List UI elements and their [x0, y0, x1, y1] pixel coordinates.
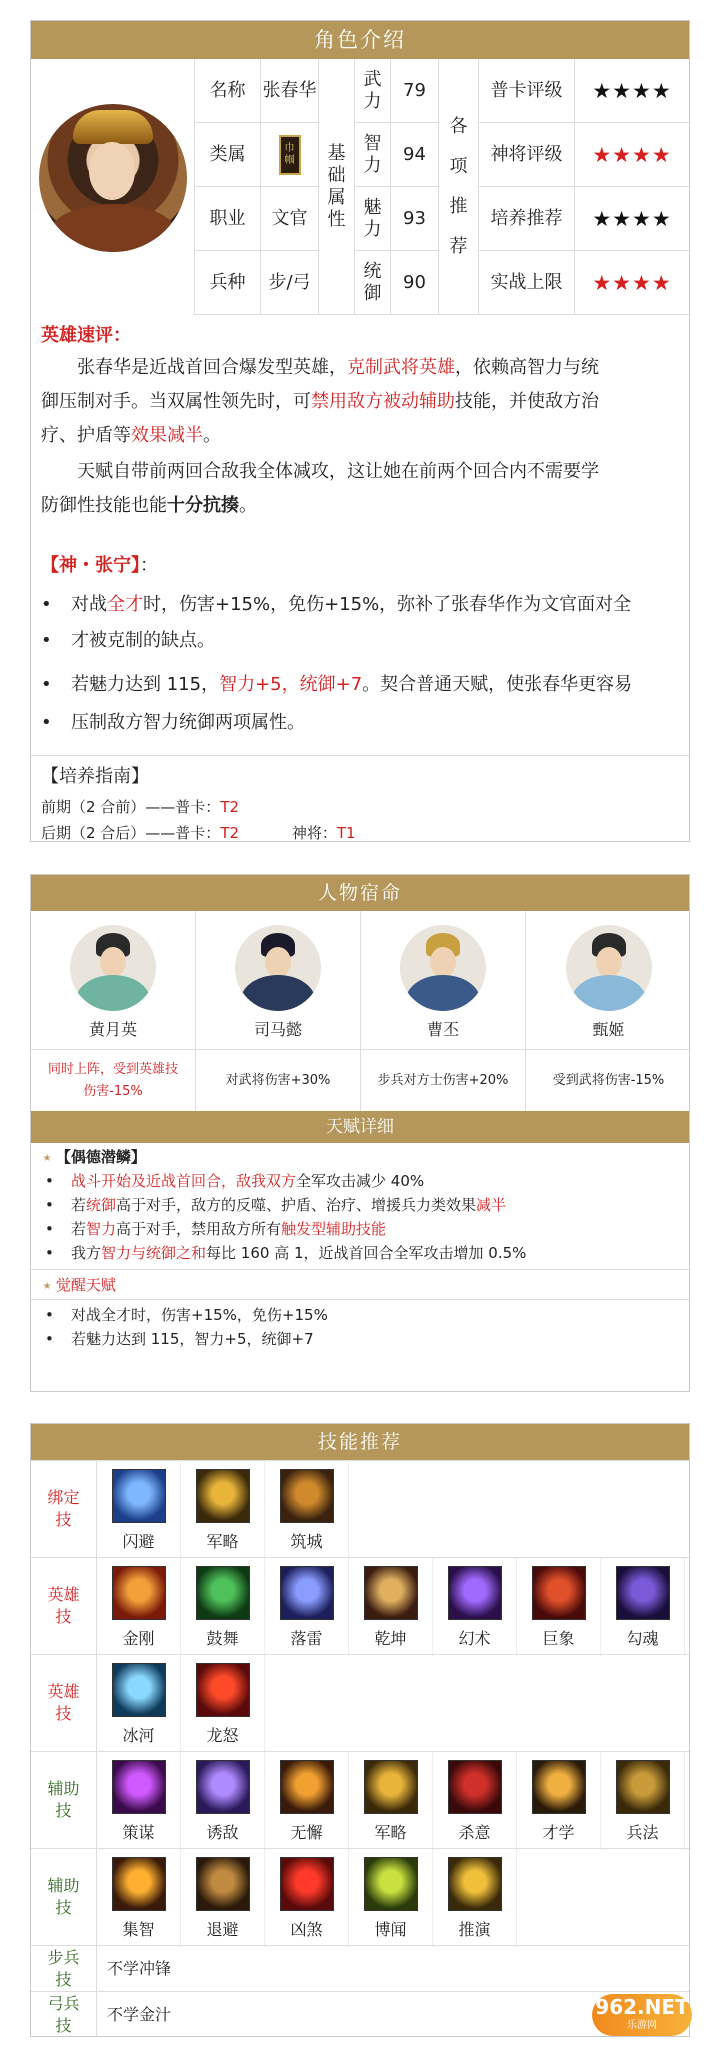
fate-hero: [31, 911, 196, 1049]
fate-header: 人物宿命: [31, 875, 689, 911]
skill-name: 集智: [122, 1920, 155, 1939]
skill-icon: [448, 1566, 502, 1620]
skill-name: 乾坤: [374, 1629, 407, 1648]
rating-stars: ★★★★: [574, 123, 689, 187]
awake-line-2: • 若魅力达到 115，智力+5，统御+7: [71, 1327, 314, 1351]
hero-name: 司马懿: [253, 1020, 302, 1039]
skill-name: 金刚: [122, 1629, 155, 1648]
skill-item[interactable]: [97, 1461, 181, 1559]
skill-icon: [196, 1469, 250, 1523]
fate-effect: 受到武将伤害-15%: [526, 1049, 691, 1111]
review-paragraph-2-line-2: 防御性技能也能十分抗揍。: [41, 495, 257, 516]
rating-stars: ★★★★: [574, 251, 689, 315]
skill-icon: [112, 1663, 166, 1717]
skill-item[interactable]: [349, 1849, 433, 1947]
skill-item[interactable]: [97, 1752, 181, 1850]
skill-icon: [196, 1760, 250, 1814]
skill-name: 幻术: [458, 1629, 491, 1648]
archer-row: [31, 1991, 689, 2037]
awake-line-1: • 对战全才时，伤害+15%，免伤+15%: [71, 1303, 328, 1327]
skill-item[interactable]: [265, 1558, 349, 1656]
skill-name: 军略: [374, 1823, 407, 1842]
skill-name: 筑城: [290, 1532, 323, 1551]
skill-item[interactable]: [265, 1752, 349, 1850]
god-bullet-2-cont: • 压制敌方智力统御两项属性。: [71, 705, 679, 741]
guide-divider: [31, 755, 689, 756]
skill-icon: [364, 1566, 418, 1620]
skill-name: 巨象: [542, 1629, 575, 1648]
faction-emblem: 巾帼: [279, 135, 301, 175]
hero-name: 甄姬: [592, 1020, 625, 1039]
skill-name: 无懈: [290, 1823, 323, 1842]
skill-item[interactable]: [433, 1558, 517, 1656]
infantry-value: 不学冲锋: [107, 1959, 172, 1978]
skills-panel: [30, 1423, 690, 2037]
infantry-category: 步兵技: [31, 1946, 97, 1991]
skill-name: 博闻: [374, 1920, 407, 1939]
skill-item[interactable]: [517, 1558, 601, 1656]
skill-icon: [196, 1663, 250, 1717]
attr-value: 94: [390, 123, 438, 187]
infantry-row: [31, 1945, 689, 1991]
talent-divider: [31, 1269, 689, 1270]
review-paragraph-2: 天赋自带前两回合敌我全体减攻，这让她在前两个回合内不需要学: [77, 461, 599, 482]
skill-item[interactable]: [265, 1849, 349, 1947]
rating-stars: ★★★★: [574, 187, 689, 251]
skill-item[interactable]: [181, 1461, 265, 1559]
skill-item[interactable]: [181, 1558, 265, 1656]
skill-row: [31, 1557, 689, 1654]
skill-name: 推演: [458, 1920, 491, 1939]
skill-icon: [280, 1566, 334, 1620]
skill-name: 兵法: [626, 1823, 659, 1842]
value-name: 张春华: [260, 59, 318, 123]
review-paragraph-1: 张春华是近战首回合爆发型英雄，克制武将英雄，依赖高智力与统: [77, 357, 599, 378]
skill-icon: [448, 1857, 502, 1911]
rec-group-label: 各项推荐: [438, 59, 478, 315]
star-icon: ⭑: [43, 1276, 52, 1294]
attr-name: 统御: [354, 251, 390, 315]
awake-title: ⭑ 觉醒天赋: [43, 1276, 116, 1294]
skill-category: 辅助技: [31, 1849, 97, 1945]
site-logo: 962.NET 乐游网: [592, 1994, 692, 2036]
skill-category: 辅助技: [31, 1752, 97, 1848]
label-troop: 兵种: [194, 251, 260, 315]
skill-item[interactable]: [265, 1461, 349, 1559]
skill-icon: [448, 1760, 502, 1814]
skill-item[interactable]: [601, 1558, 685, 1656]
skill-name: 落雷: [290, 1629, 323, 1648]
rating-label: 培养推荐: [478, 187, 574, 251]
talent-line-1: • 战斗开始及近战首回合，敌我双方全军攻击减少 40%: [71, 1169, 424, 1193]
value-troop: 步/弓: [260, 251, 318, 315]
hero-name: 黄月英: [88, 1020, 137, 1039]
attr-value: 90: [390, 251, 438, 315]
review-paragraph-1-line-3: 疗、护盾等效果减半。: [41, 425, 221, 446]
skill-icon: [532, 1566, 586, 1620]
label-faction: 类属: [194, 123, 260, 187]
skill-row: [31, 1751, 689, 1848]
fate-effect: 对武将伤害+30%: [196, 1049, 361, 1111]
skill-item[interactable]: [97, 1849, 181, 1947]
skill-category: 英雄技: [31, 1655, 97, 1751]
talent-line-4: • 我方智力与统御之和每比 160 高 1，近战首回合全军攻击增加 0.5%: [71, 1241, 526, 1265]
skill-item[interactable]: [349, 1558, 433, 1656]
hero-avatar: [70, 925, 156, 1011]
fate-panel: [30, 874, 690, 1392]
hero-intro-panel: [30, 20, 690, 842]
god-bullet-1: • 对战全才时，伤害+15%，免伤+15%，弥补了张春华作为文官面对全: [71, 587, 679, 623]
rating-label: 神将评级: [478, 123, 574, 187]
star-icon: ⭑: [43, 1148, 52, 1166]
fate-hero: [361, 911, 526, 1049]
fate-hero: [526, 911, 691, 1049]
value-class: 文官: [260, 187, 318, 251]
hero-info-grid: [31, 59, 689, 315]
skill-icon: [196, 1857, 250, 1911]
skill-icon: [280, 1760, 334, 1814]
skill-icon: [616, 1566, 670, 1620]
talent-header: 天赋详细: [31, 1111, 689, 1143]
attr-name: 魅力: [354, 187, 390, 251]
label-class: 职业: [194, 187, 260, 251]
skill-category: 英雄技: [31, 1558, 97, 1654]
talent-line-3: • 若智力高于对手，禁用敌方所有触发型辅助技能: [71, 1217, 386, 1241]
hero-avatar: [235, 925, 321, 1011]
skill-name: 策谋: [122, 1823, 155, 1842]
hero-portrait: [39, 104, 187, 252]
skill-icon: [112, 1469, 166, 1523]
skill-row: [31, 1460, 689, 1557]
skill-name: 才学: [542, 1823, 575, 1842]
value-faction: [260, 123, 318, 187]
skill-name: 军略: [206, 1532, 239, 1551]
skill-icon: [364, 1857, 418, 1911]
skill-icon: [280, 1469, 334, 1523]
hero-avatar: [400, 925, 486, 1011]
skill-icon: [196, 1566, 250, 1620]
skill-icon: [112, 1760, 166, 1814]
skill-row: [31, 1848, 689, 1945]
skill-icon: [112, 1857, 166, 1911]
skill-item[interactable]: [181, 1849, 265, 1947]
skill-item[interactable]: [433, 1752, 517, 1850]
skill-name: 勾魂: [626, 1629, 659, 1648]
attr-name: 武力: [354, 59, 390, 123]
skill-item[interactable]: [349, 1752, 433, 1850]
skills-header: 技能推荐: [31, 1424, 689, 1460]
attr-value: 79: [390, 59, 438, 123]
god-bullet-1-cont: • 才被克制的缺点。: [71, 623, 679, 659]
archer-value: 不学金汁: [107, 2005, 172, 2024]
fate-effect: 步兵对方士伤害+20%: [361, 1049, 526, 1111]
skill-category: 绑定技: [31, 1461, 97, 1557]
hero-name: 曹丕: [426, 1020, 459, 1039]
archer-category: 弓兵技: [31, 1992, 97, 2037]
god-bullet-2: • 若魅力达到 115，智力+5，统御+7。契合普通天赋，使张春华更容易: [71, 667, 679, 703]
rating-label: 普卡评级: [478, 59, 574, 123]
skill-icon: [532, 1760, 586, 1814]
skill-name: 鼓舞: [206, 1629, 239, 1648]
skill-name: 冰河: [122, 1726, 155, 1745]
skill-icon: [112, 1566, 166, 1620]
skill-item[interactable]: [433, 1849, 517, 1947]
skill-item[interactable]: [97, 1655, 181, 1753]
review-title: 英雄速评：: [41, 325, 131, 346]
skill-name: 退避: [206, 1920, 239, 1939]
hero-avatar: [566, 925, 652, 1011]
awake-divider: [31, 1299, 689, 1300]
fate-hero: [196, 911, 361, 1049]
skill-item[interactable]: [601, 1752, 685, 1850]
god-general-title: 【神・张宁】：: [41, 555, 158, 576]
talent-line-2: • 若统御高于对手，敌方的反噬、护盾、治疗、增援兵力类效果减半: [71, 1193, 506, 1217]
skill-icon: [364, 1760, 418, 1814]
skill-icon: [616, 1760, 670, 1814]
guide-title: 【培养指南】: [41, 766, 149, 787]
talent-title: ⭑ 【偶德潜鳞】: [43, 1148, 146, 1166]
skill-item[interactable]: [97, 1558, 181, 1656]
skill-icon: [280, 1857, 334, 1911]
skill-item[interactable]: [517, 1752, 601, 1850]
skill-name: 闪避: [122, 1532, 155, 1551]
guide-late: 后期（2 合后）——普卡：T2 神将：T1: [41, 824, 356, 842]
skill-item[interactable]: [181, 1655, 265, 1753]
skill-name: 杀意: [458, 1823, 491, 1842]
skill-name: 龙怒: [206, 1726, 239, 1745]
rating-stars: ★★★★: [574, 59, 689, 123]
rating-label: 实战上限: [478, 251, 574, 315]
review-paragraph-1-line-2: 御压制对手。当双属性领先时，可禁用敌方被动辅助技能，并使敌方治: [41, 391, 599, 412]
skill-item[interactable]: [181, 1752, 265, 1850]
attr-name: 智力: [354, 123, 390, 187]
skill-name: 凶煞: [290, 1920, 323, 1939]
fate-effect: 同时上阵，受到英雄技伤害-15%: [31, 1049, 196, 1111]
attr-value: 93: [390, 187, 438, 251]
skill-row: [31, 1654, 689, 1751]
guide-early: 前期（2 合前）——普卡：T2: [41, 798, 240, 816]
attr-group-label: 基础属性: [318, 59, 354, 315]
skill-name: 诱敌: [206, 1823, 239, 1842]
label-name: 名称: [194, 59, 260, 123]
hero-intro-header: 角色介绍: [31, 21, 689, 59]
